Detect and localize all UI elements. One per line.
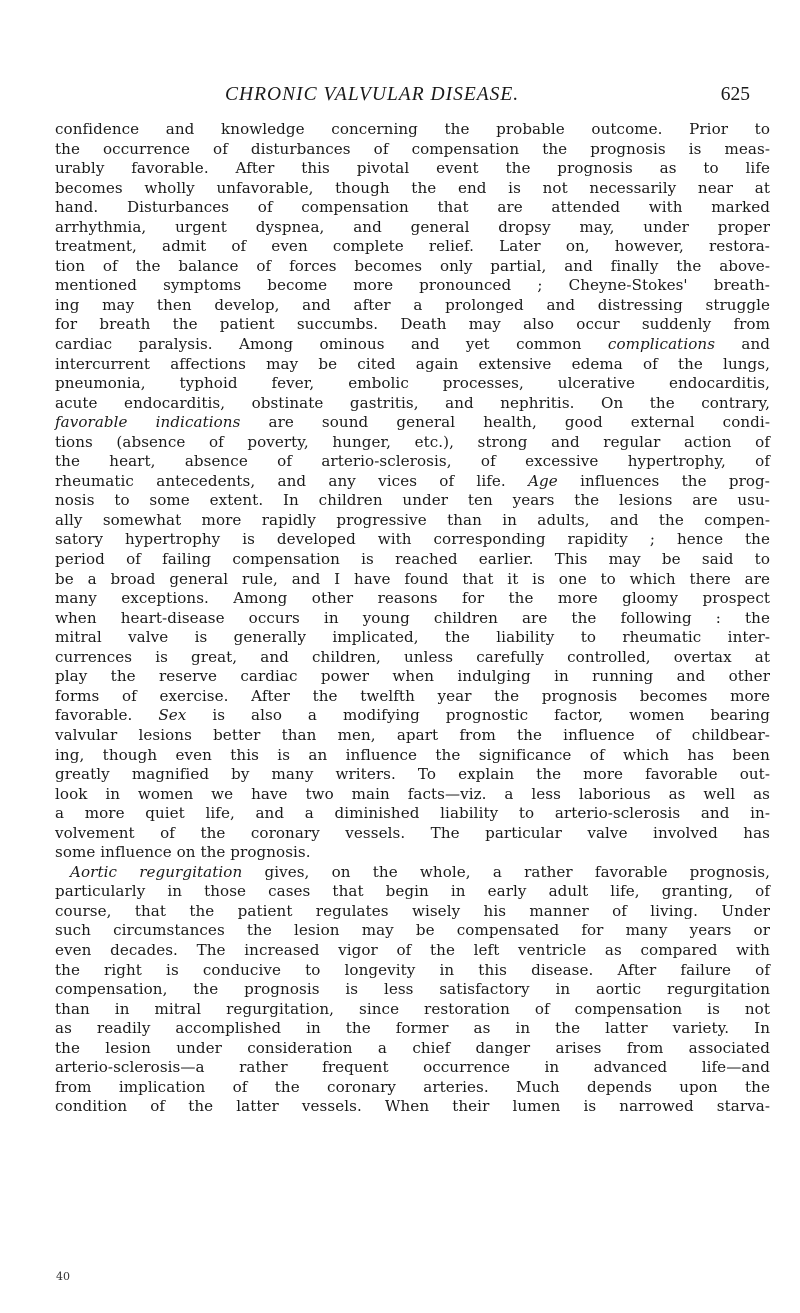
text-line: compensation, the prognosis is less satisfactory in aortic regurgitation [55,980,770,999]
text-line: favorable. Sex is also a modifying prognostic factor, women bearing [55,706,770,725]
text-line: arterio-sclerosis—a rather frequent occurrence in advanced life—and [55,1058,770,1077]
text-line: than in mitral regurgitation, since restoration of compensation is not [55,999,770,1018]
text-line: condition of the latter vessels. When their lumen is narrowed starva- [55,1097,770,1116]
text-line: ing may then develop, and after a prolonged and distressing struggle [55,295,770,314]
text-line: treatment, admit of even complete relief. Later on, however, restora- [55,237,770,256]
text-line: period of failing compensation is reached earlier. This may be said to [55,550,770,569]
text-line: hand. Disturbances of compensation that are attended with marked [55,198,770,217]
text-line: such circumstances the lesion may be compensated for many years or [55,921,770,940]
text-line: becomes wholly unfavorable, though the end is not necessarily near at [55,178,770,197]
text-line: play the reserve cardiac power when indulging in running and other [55,667,770,686]
text-line: acute endocarditis, obstinate gastritis, and nephritis. On the contrary, [55,393,770,412]
text-line: look in women we have two main facts—viz. a less laborious as well as [55,784,770,803]
text-line: the heart, absence of arterio-sclerosis, of excessive hypertrophy, of [55,452,770,471]
text-line: nosis to some extent. In children under ten years the lesions are usu- [55,491,770,510]
text-line: arrhythmia, urgent dyspnea, and general dropsy may, under proper [55,217,770,236]
text-line: volvement of the coronary vessels. The particular valve involved has [55,823,770,842]
text-line: for breath the patient succumbs. Death may also occur suddenly from [55,315,770,334]
text-line: currences is great, and children, unless carefully controlled, overtax at [55,647,770,666]
text-line: greatly magnified by many writers. To explain the more favorable out- [55,765,770,784]
running-head: CHRONIC VALVULAR DISEASE. [225,84,520,105]
text-line: rheumatic antecedents, and any vices of life. Age influences the prog- [55,471,770,490]
text-line: intercurrent affections may be cited again extensive edema of the lungs, [55,354,770,373]
text-line: ally somewhat more rapidly progressive than in adults, and the compen- [55,510,770,529]
text-line: particularly in those cases that begin in early adult life, granting, of [55,882,770,901]
text-line: a more quiet life, and a diminished liability to arterio-sclerosis and in- [55,804,770,823]
text-line: the right is conducive to longevity in this disease. After failure of [55,960,770,979]
text-line: valvular lesions better than men, apart from the influence of childbear- [55,725,770,744]
text-line: ing, though even this is an influence the significance of which has been [55,745,770,764]
page-header [150,84,750,108]
text-line: tions (absence of poverty, hunger, etc.), strong and regular action of [55,432,770,451]
text-line: some influence on the prognosis. [55,843,311,862]
text-line: cardiac paralysis. Among ominous and yet common complications and [55,335,771,354]
text-line: favorable indications are sound general health, good external condi- [55,413,771,432]
text-line: urably favorable. After this pivotal event the prognosis as to life [55,159,770,178]
body-text [55,120,770,1117]
text-line: be a broad general rule, and I have found that it is one to which there are [55,569,770,588]
text-line: pneumonia, typhoid fever, embolic processes, ulcerative endocarditis, [55,374,770,393]
text-line: the occurrence of disturbances of compensation the prognosis is meas- [55,139,770,158]
text-line: Aortic regurgitation gives, on the whole, a rather favorable prognosis, [70,862,770,881]
text-line: when heart-disease occurs in young children are the following : the [55,608,770,627]
text-line: tion of the balance of forces becomes only partial, and finally the above- [55,256,770,275]
text-line: confidence and knowledge concerning the probable outcome. Prior to [55,120,770,138]
text-line: forms of exercise. After the twelfth year the prognosis becomes more [55,686,770,705]
text-line: even decades. The increased vigor of the left ventricle as compared with [55,940,770,959]
text-line: course, that the patient regulates wisely his manner of living. Under [55,901,770,920]
text-line: the lesion under consideration a chief danger arises from associated [55,1038,770,1057]
text-line: as readily accomplished in the former as in the latter variety. In [55,1019,770,1038]
text-line: mentioned symptoms become more pronounced ; Cheyne-Stokes' breath- [55,276,770,295]
page-number: 625 [720,84,750,105]
text-line: many exceptions. Among other reasons for the more gloomy prospect [55,589,770,608]
text-line: satory hypertrophy is developed with corresponding rapidity ; hence the [55,530,770,549]
text-line: from implication of the coronary arteries. Much depends upon the [55,1077,770,1096]
text-line: mitral valve is generally implicated, the liability to rheumatic inter- [55,628,770,647]
signature-mark: 40 [56,1270,70,1283]
